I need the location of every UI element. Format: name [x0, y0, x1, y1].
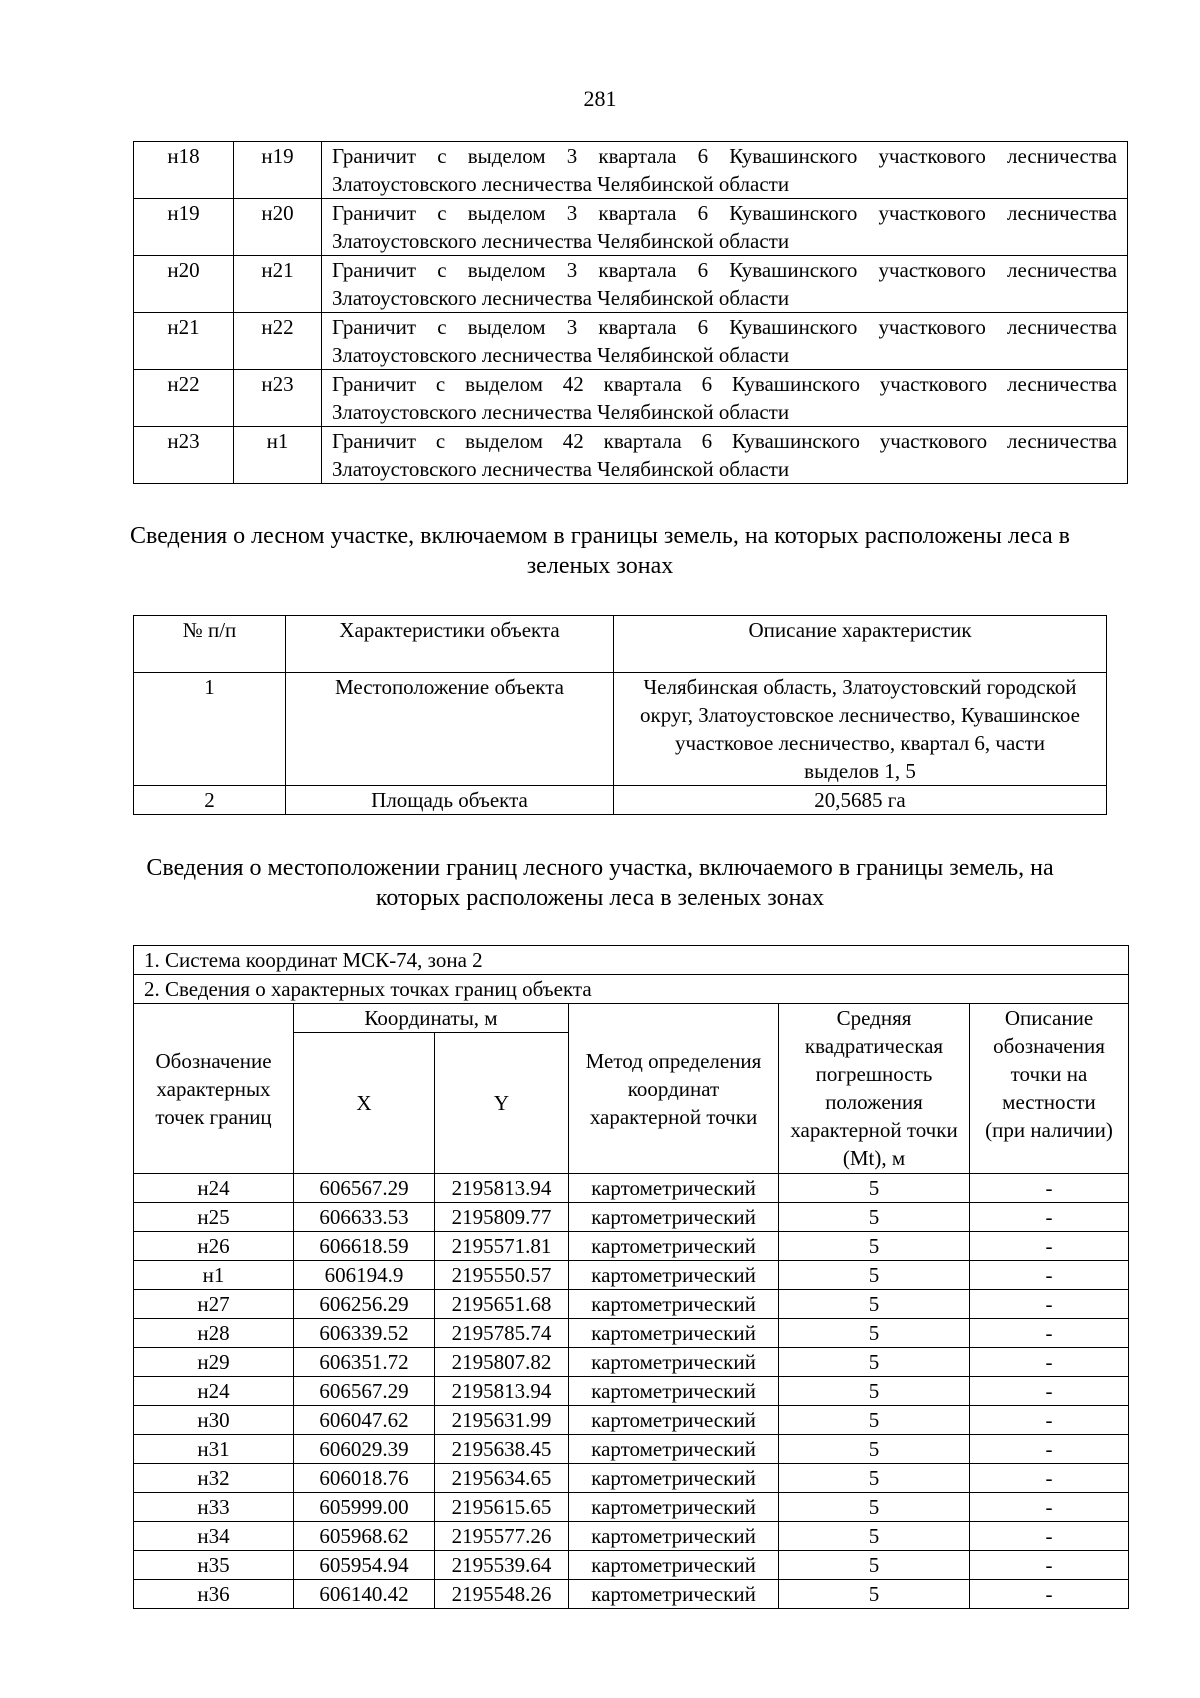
- col-char-header: Характеристики объекта: [286, 616, 614, 673]
- boundary-to: н21: [234, 256, 322, 313]
- point-id: н28: [134, 1319, 294, 1348]
- section1-heading: Сведения о лесном участке, включаемом в границы земель, на которых расположены леса в зеленых зонах: [130, 523, 1070, 579]
- point-id: н35: [134, 1551, 294, 1580]
- point-description: -: [970, 1493, 1129, 1522]
- point-y: 2195634.65: [435, 1464, 569, 1493]
- point-error: 5: [779, 1232, 970, 1261]
- characteristics-row: [134, 786, 1107, 815]
- row-num: 2: [134, 786, 286, 815]
- point-method: картометрический: [569, 1493, 779, 1522]
- coordinate-row: [134, 1406, 1129, 1435]
- y-header: Y: [435, 1033, 569, 1174]
- boundary-text: Граничит с выделом 42 квартала 6 Кувашинского участкового лесничества Златоустовского лесничества Челябинской области: [322, 427, 1128, 484]
- point-description: -: [970, 1174, 1129, 1203]
- coordinate-row: [134, 1580, 1129, 1609]
- point-y: 2195651.68: [435, 1290, 569, 1319]
- point-method: картометрический: [569, 1464, 779, 1493]
- point-description: -: [970, 1348, 1129, 1377]
- point-error: 5: [779, 1319, 970, 1348]
- point-description: -: [970, 1290, 1129, 1319]
- boundaries-table: [133, 141, 1128, 484]
- point-x: 606351.72: [294, 1348, 435, 1377]
- boundary-text: Граничит с выделом 3 квартала 6 Кувашинского участкового лесничества Златоустовского лесничества Челябинской области: [322, 142, 1128, 199]
- point-description: -: [970, 1435, 1129, 1464]
- point-id: н32: [134, 1464, 294, 1493]
- point-id: н25: [134, 1203, 294, 1232]
- point-id: н27: [134, 1290, 294, 1319]
- point-id: н29: [134, 1348, 294, 1377]
- point-x: 605954.94: [294, 1551, 435, 1580]
- coordinate-row: [134, 1174, 1129, 1203]
- point-description: -: [970, 1203, 1129, 1232]
- boundary-from: н22: [134, 370, 234, 427]
- point-error: 5: [779, 1261, 970, 1290]
- point-y: 2195813.94: [435, 1174, 569, 1203]
- point-method: картометрический: [569, 1580, 779, 1609]
- boundary-text: Граничит с выделом 42 квартала 6 Кувашинского участкового лесничества Златоустовского лесничества Челябинской области: [322, 370, 1128, 427]
- point-error: 5: [779, 1290, 970, 1319]
- points-caption: 2. Сведения о характерных точках границ объекта: [134, 975, 1129, 1004]
- boundary-to: н19: [234, 142, 322, 199]
- boundary-to: н22: [234, 313, 322, 370]
- point-method: картометрический: [569, 1377, 779, 1406]
- boundary-row: [134, 256, 1128, 313]
- point-error: 5: [779, 1551, 970, 1580]
- point-y: 2195577.26: [435, 1522, 569, 1551]
- description-header: Описание обозначения точки на местности (при наличии): [970, 1004, 1129, 1174]
- point-error: 5: [779, 1377, 970, 1406]
- coordinate-row: [134, 1435, 1129, 1464]
- coordinate-row: [134, 1319, 1129, 1348]
- point-error: 5: [779, 1348, 970, 1377]
- coordinate-row: [134, 1261, 1129, 1290]
- coordinates-header: Координаты, м: [294, 1004, 569, 1033]
- error-header: Средняя квадратическая погрешность положения характерной точки (Mt), м: [779, 1004, 970, 1174]
- point-description: -: [970, 1522, 1129, 1551]
- point-method: картометрический: [569, 1319, 779, 1348]
- col-num-header: № п/п: [134, 616, 286, 673]
- coordinate-row: [134, 1464, 1129, 1493]
- point-x: 606256.29: [294, 1290, 435, 1319]
- point-description: -: [970, 1551, 1129, 1580]
- col-desc-header: Описание характеристик: [614, 616, 1107, 673]
- point-id: н24: [134, 1377, 294, 1406]
- point-id: н34: [134, 1522, 294, 1551]
- point-method: картометрический: [569, 1174, 779, 1203]
- boundary-from: н18: [134, 142, 234, 199]
- coordinate-row: [134, 1493, 1129, 1522]
- point-y: 2195809.77: [435, 1203, 569, 1232]
- point-error: 5: [779, 1464, 970, 1493]
- point-id: н31: [134, 1435, 294, 1464]
- point-description: -: [970, 1406, 1129, 1435]
- coordinate-row: [134, 1203, 1129, 1232]
- point-description: -: [970, 1464, 1129, 1493]
- point-x: 606018.76: [294, 1464, 435, 1493]
- point-id: н33: [134, 1493, 294, 1522]
- point-method: картометрический: [569, 1551, 779, 1580]
- point-x: 606194.9: [294, 1261, 435, 1290]
- point-y: 2195550.57: [435, 1261, 569, 1290]
- point-method: картометрический: [569, 1203, 779, 1232]
- point-x: 606047.62: [294, 1406, 435, 1435]
- boundary-row: [134, 427, 1128, 484]
- point-id: н26: [134, 1232, 294, 1261]
- point-error: 5: [779, 1435, 970, 1464]
- point-method: картометрический: [569, 1522, 779, 1551]
- page-number: 281: [583, 86, 617, 111]
- boundary-row: [134, 199, 1128, 256]
- point-x: 606140.42: [294, 1580, 435, 1609]
- boundary-row: [134, 370, 1128, 427]
- point-method: картометрический: [569, 1348, 779, 1377]
- point-error: 5: [779, 1522, 970, 1551]
- point-id: н36: [134, 1580, 294, 1609]
- characteristics-table: [133, 615, 1107, 815]
- point-y: 2195638.45: [435, 1435, 569, 1464]
- row-desc: Челябинская область, Златоустовский городской округ, Златоустовское лесничество, Кувашинское участковое лесничество, квартал 6, части выделов 1, 5: [614, 673, 1107, 786]
- row-char: Местоположение объекта: [286, 673, 614, 786]
- coordinate-row: [134, 1377, 1129, 1406]
- boundary-from: н20: [134, 256, 234, 313]
- row-num: 1: [134, 673, 286, 786]
- coordinate-row: [134, 1522, 1129, 1551]
- point-y: 2195615.65: [435, 1493, 569, 1522]
- coordinate-row: [134, 1551, 1129, 1580]
- point-y: 2195539.64: [435, 1551, 569, 1580]
- point-error: 5: [779, 1203, 970, 1232]
- coord-system: 1. Система координат МСК-74, зона 2: [134, 946, 1129, 975]
- point-x: 605999.00: [294, 1493, 435, 1522]
- point-y: 2195785.74: [435, 1319, 569, 1348]
- point-error: 5: [779, 1493, 970, 1522]
- boundary-from: н23: [134, 427, 234, 484]
- point-x: 605968.62: [294, 1522, 435, 1551]
- point-description: -: [970, 1232, 1129, 1261]
- point-x: 606633.53: [294, 1203, 435, 1232]
- point-id: н1: [134, 1261, 294, 1290]
- point-error: 5: [779, 1580, 970, 1609]
- point-method: картометрический: [569, 1406, 779, 1435]
- boundary-row: [134, 313, 1128, 370]
- point-x: 606567.29: [294, 1377, 435, 1406]
- point-y: 2195631.99: [435, 1406, 569, 1435]
- boundary-from: н21: [134, 313, 234, 370]
- boundary-text: Граничит с выделом 3 квартала 6 Кувашинского участкового лесничества Златоустовского лесничества Челябинской области: [322, 199, 1128, 256]
- coordinate-row: [134, 1232, 1129, 1261]
- point-id: н30: [134, 1406, 294, 1435]
- boundary-to: н23: [234, 370, 322, 427]
- point-description: -: [970, 1580, 1129, 1609]
- designation-header: Обозначение характерных точек границ: [134, 1004, 294, 1174]
- row-char: Площадь объекта: [286, 786, 614, 815]
- boundary-text: Граничит с выделом 3 квартала 6 Кувашинского участкового лесничества Златоустовского лесничества Челябинской области: [322, 256, 1128, 313]
- row-desc: 20,5685 га: [614, 786, 1107, 815]
- boundary-text: Граничит с выделом 3 квартала 6 Кувашинского участкового лесничества Златоустовского лесничества Челябинской области: [322, 313, 1128, 370]
- point-x: 606567.29: [294, 1174, 435, 1203]
- boundary-row: [134, 142, 1128, 199]
- point-error: 5: [779, 1174, 970, 1203]
- point-method: картометрический: [569, 1232, 779, 1261]
- point-id: н24: [134, 1174, 294, 1203]
- method-header: Метод определения координат характерной точки: [569, 1004, 779, 1174]
- boundary-to: н20: [234, 199, 322, 256]
- coordinates-table: [133, 945, 1129, 1609]
- boundary-from: н19: [134, 199, 234, 256]
- coordinate-row: [134, 1348, 1129, 1377]
- point-x: 606339.52: [294, 1319, 435, 1348]
- characteristics-row: [134, 673, 1107, 786]
- point-method: картометрический: [569, 1261, 779, 1290]
- x-header: X: [294, 1033, 435, 1174]
- point-x: 606029.39: [294, 1435, 435, 1464]
- point-error: 5: [779, 1406, 970, 1435]
- point-y: 2195548.26: [435, 1580, 569, 1609]
- point-method: картометрический: [569, 1435, 779, 1464]
- point-x: 606618.59: [294, 1232, 435, 1261]
- point-description: -: [970, 1377, 1129, 1406]
- section2-heading: Сведения о местоположении границ лесного участка, включаемого в границы земель, на которых расположены леса в зеленых зонах: [146, 855, 1054, 911]
- boundary-to: н1: [234, 427, 322, 484]
- point-description: -: [970, 1319, 1129, 1348]
- characteristics-header-row: [134, 616, 1107, 673]
- point-description: -: [970, 1261, 1129, 1290]
- point-y: 2195571.81: [435, 1232, 569, 1261]
- coordinate-row: [134, 1290, 1129, 1319]
- point-method: картометрический: [569, 1290, 779, 1319]
- point-y: 2195813.94: [435, 1377, 569, 1406]
- point-y: 2195807.82: [435, 1348, 569, 1377]
